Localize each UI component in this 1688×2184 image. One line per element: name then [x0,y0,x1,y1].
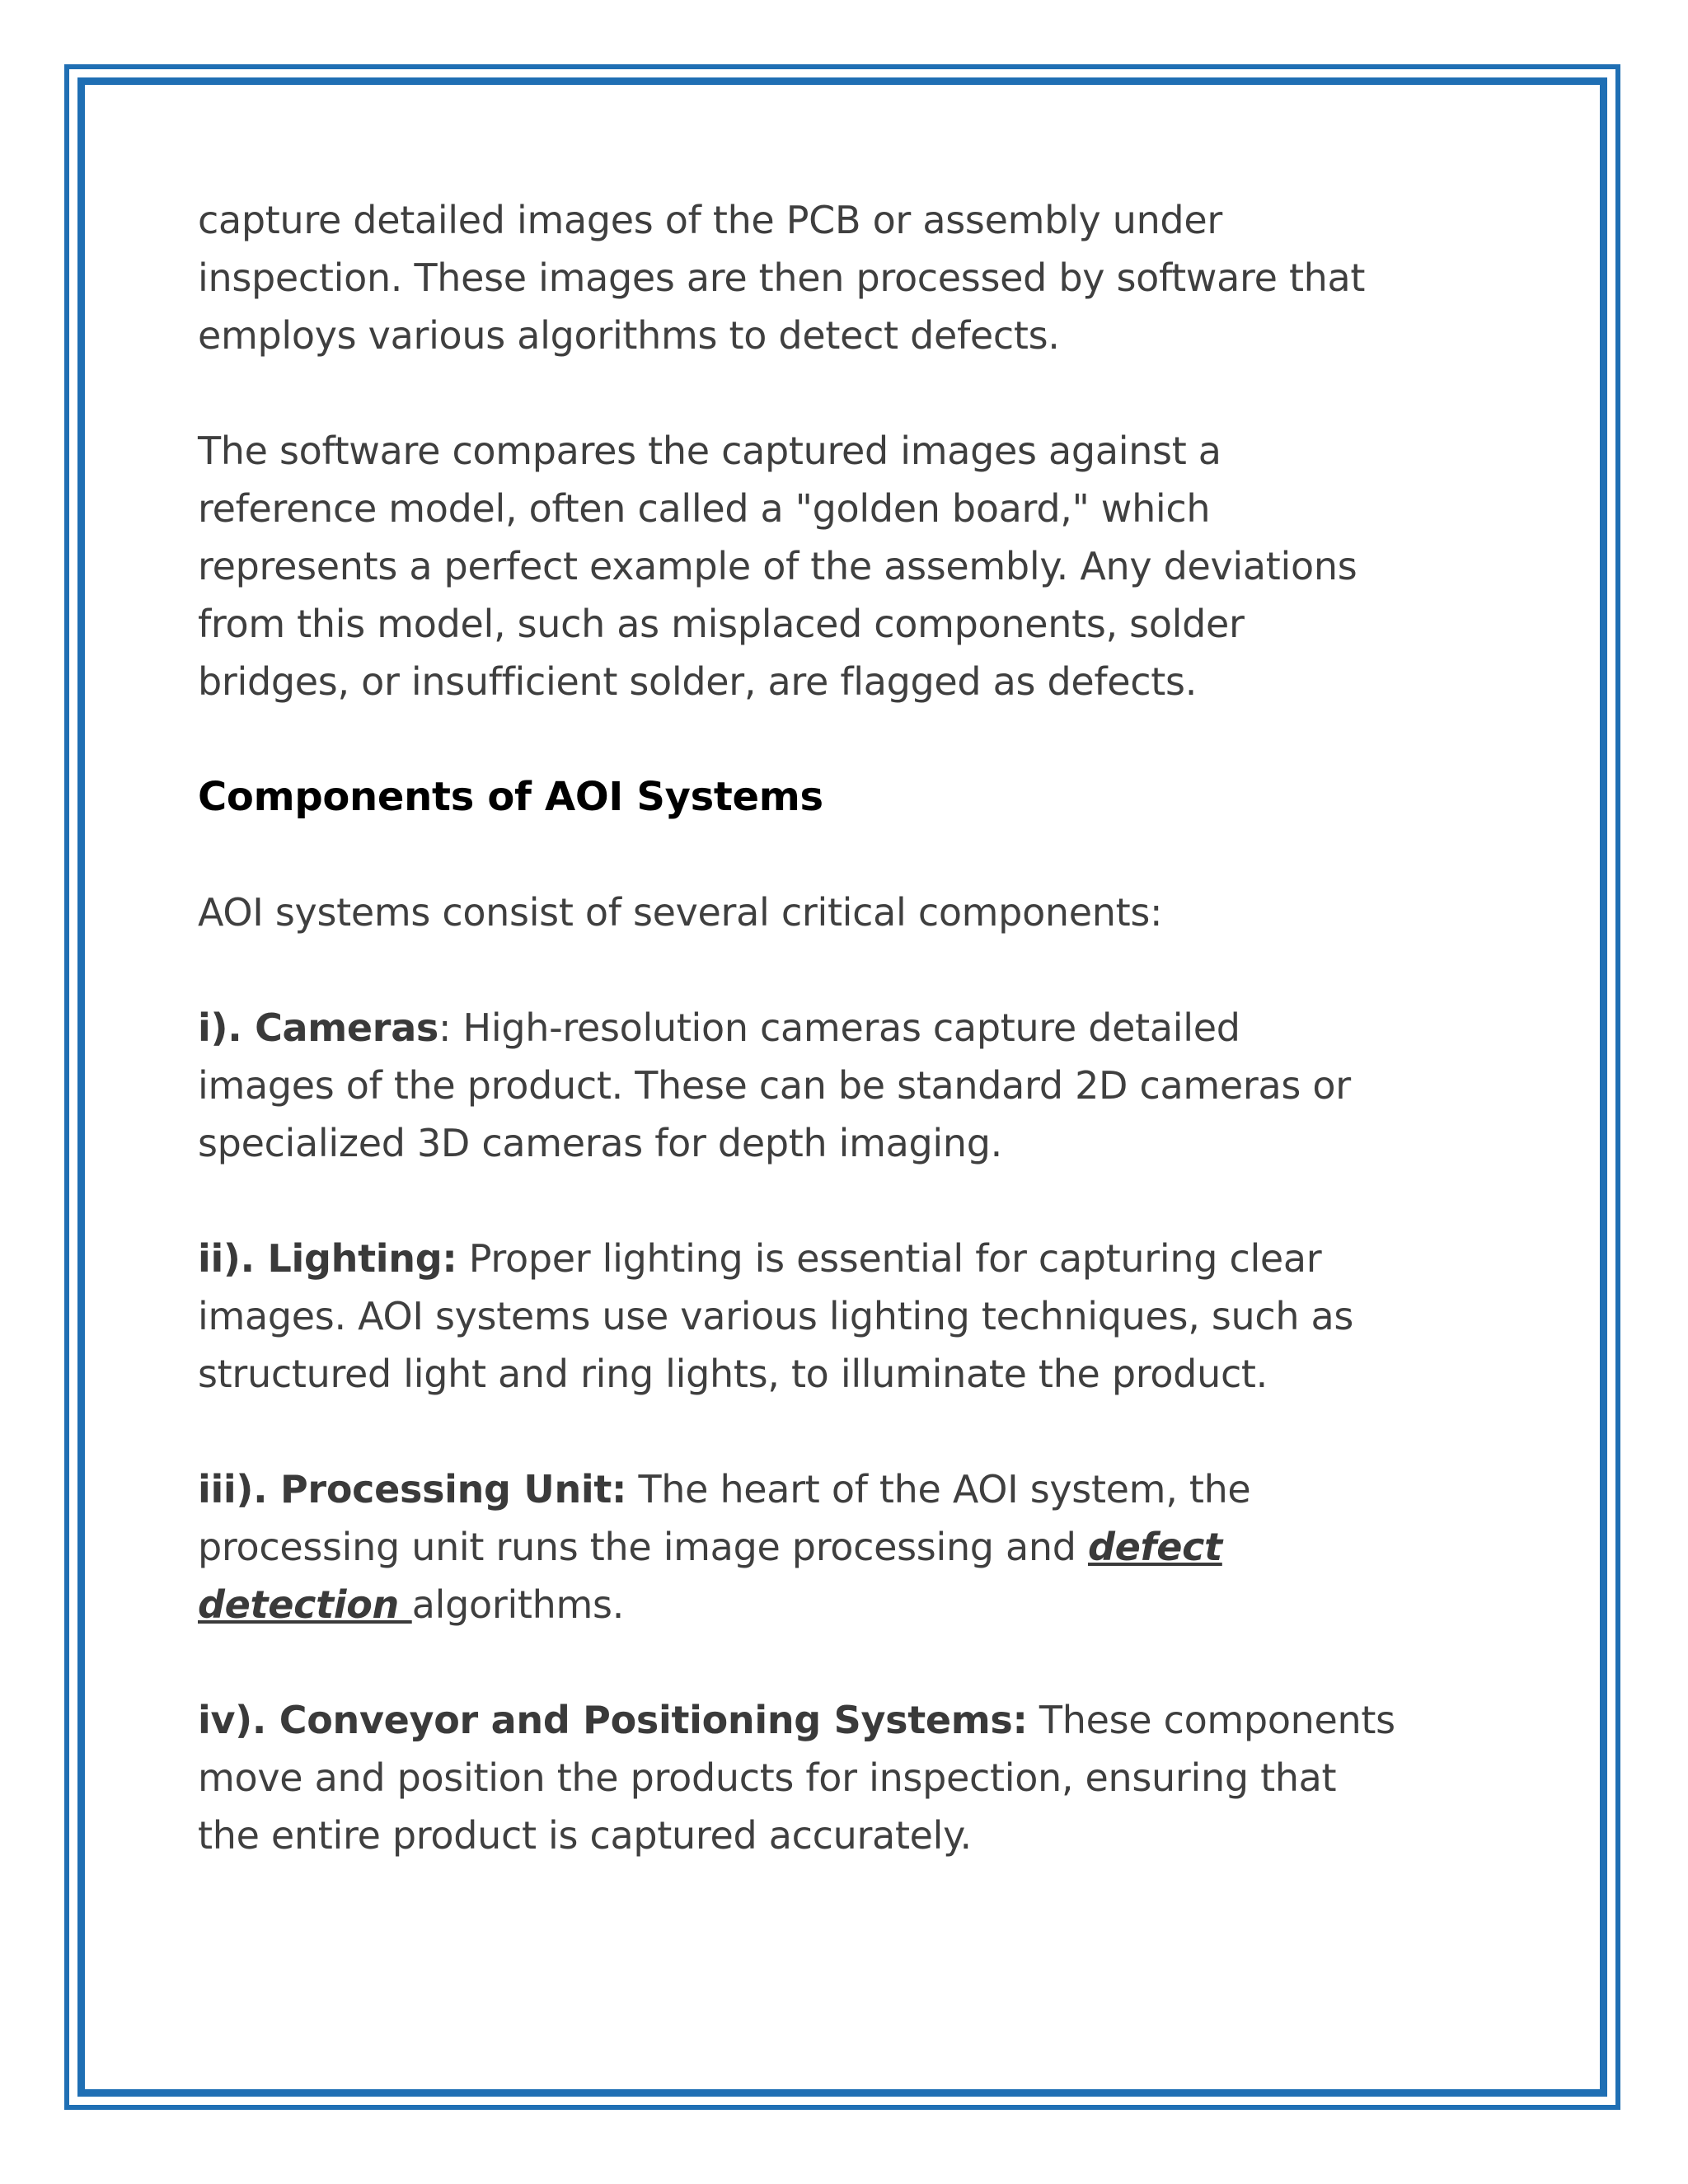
text-line [198,999,1533,1057]
item-text: algorithms. [411,1582,625,1627]
list-item-lighting [198,1230,1533,1403]
text-line: images. AOI systems use various lighting techniques, such as [198,1294,1354,1338]
item-label: iii). Processing Unit: [198,1467,627,1511]
text-line [198,1230,1533,1287]
list-item-processing-unit [198,1460,1533,1633]
item-text: processing unit runs the image processing and [198,1525,1088,1569]
text-line: structured light and ring lights, to illuminate the product. [198,1352,1268,1396]
text-line: capture detailed images of the PCB or assembly under [198,198,1222,242]
paragraph-golden-board [198,422,1533,710]
list-item-cameras [198,999,1533,1172]
paragraph-intro [198,883,1533,941]
defect-detection-link[interactable]: defect [1087,1525,1222,1569]
item-text: Proper lighting is essential for capturing clear [457,1236,1322,1281]
text-line: inspection. These images are then processed by software that [198,255,1366,300]
text-line: move and position the products for inspection, ensuring that [198,1755,1337,1800]
text-line: AOI systems consist of several critical components: [198,890,1163,935]
text-line: bridges, or insufficient solder, are flagged as defects. [198,659,1198,704]
document-body [198,191,1533,1922]
text-line: images of the product. These can be standard 2D cameras or [198,1063,1351,1108]
text-line: from this model, such as misplaced components, solder [198,602,1245,646]
text-line [198,1518,1533,1576]
item-text: : High-resolution cameras capture detailed [438,1005,1240,1050]
text-line: employs various algorithms to detect defects. [198,313,1060,358]
text-line [198,1460,1533,1518]
item-text: These components [1027,1698,1395,1742]
item-text: The heart of the AOI system, the [626,1467,1251,1511]
text-line: The software compares the captured images against a [198,429,1221,473]
defect-detection-link[interactable]: detection [198,1582,412,1627]
text-line: specialized 3D cameras for depth imaging. [198,1121,1002,1165]
paragraph-image-capture [198,191,1533,364]
text-line: represents a perfect example of the assembly. Any deviations [198,544,1357,588]
item-label: ii). Lighting: [198,1236,457,1281]
list-item-conveyor [198,1691,1533,1864]
text-line: the entire product is captured accurately. [198,1813,972,1858]
text-line: reference model, often called a "golden board," which [198,486,1211,531]
item-label: i). Cameras [198,1005,439,1050]
section-heading: Components of AOI Systems [198,774,823,820]
text-line [198,1691,1533,1749]
item-label: iv). Conveyor and Positioning Systems: [198,1698,1028,1742]
text-line [198,1576,1533,1633]
